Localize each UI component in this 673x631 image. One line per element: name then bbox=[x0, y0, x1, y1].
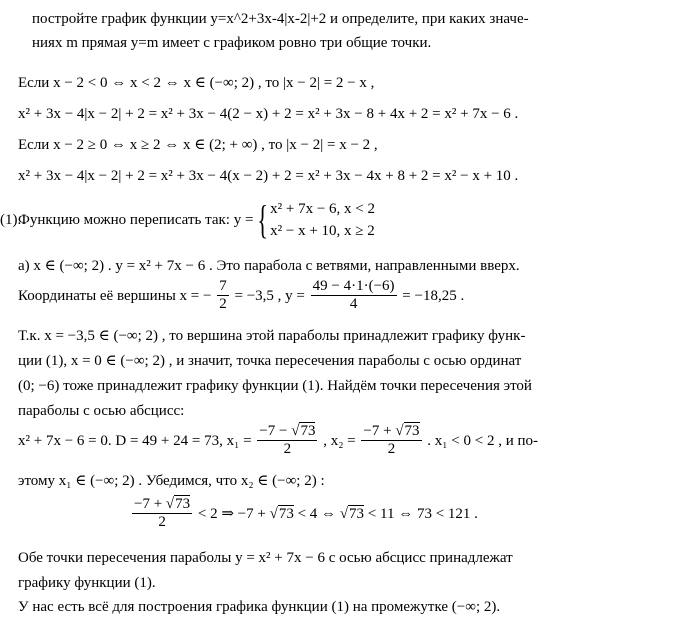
x2-denominator: 2 bbox=[387, 441, 396, 457]
roots-next-line: этому x₁ ∈ (−∞; 2) . Убедимся, что x₂ ∈ (−∞; 2) : bbox=[18, 473, 325, 489]
roots-line bbox=[18, 423, 538, 465]
check-tail-e: < 11 ⇔ 73 < 121 . bbox=[364, 505, 478, 522]
conclusion-line-3: У нас есть всё для построения графика функции (1) на промежутке (−∞; 2). bbox=[18, 599, 501, 615]
check-line bbox=[130, 496, 478, 540]
tk-line-2: ции (1), x = 0 ∈ (−∞; 2) , и значит, точка пересечения параболы с осью ординат bbox=[18, 353, 522, 369]
vertex-y-numerator: 49 − 4·1·(−6) bbox=[312, 278, 395, 294]
vertex-y-fraction bbox=[311, 278, 397, 313]
tk-line-3: (0; −6) тоже принадлежит графику функции (1). Найдём точки пересечения этой bbox=[18, 378, 532, 394]
check-numerator-text: −7 + bbox=[134, 496, 166, 512]
case1-condition: Если x − 2 < 0 ⇔ x < 2 ⇔ x ∈ (−∞; 2) , то |x − 2| = 2 − x , bbox=[18, 75, 375, 91]
vertex-tail: = −18,25 . bbox=[402, 287, 465, 304]
equation-number: (1). bbox=[0, 212, 22, 228]
x2-numerator-text: −7 + bbox=[363, 423, 396, 439]
x2-radicand: 73 bbox=[404, 423, 420, 439]
x2-fraction bbox=[361, 423, 421, 458]
vertex-x-numerator: 7 bbox=[219, 278, 227, 294]
vertex-lead: Координаты её вершины x = − bbox=[18, 287, 212, 304]
check-denominator: 2 bbox=[158, 514, 166, 530]
piecewise-row-1: x² + 7x − 6, x < 2 bbox=[270, 201, 375, 217]
check-numerator: −7 + √73 bbox=[134, 496, 191, 512]
check-fraction bbox=[132, 496, 192, 531]
check-tail: < 2 ⇒ −7 + √73 < 4 ⇔ √73 < 11 ⇔ 73 < 121 . bbox=[197, 505, 478, 522]
vertex-x-fraction bbox=[217, 278, 229, 313]
part-a-line: а) x ∈ (−∞; 2) . y = x² + 7x − 6 . Это парабола с ветвями, направленными вверх. bbox=[18, 258, 520, 274]
tk-line-1: Т.к. x = −3,5 ∈ (−∞; 2) , то вершина этой параболы принадлежит графику функ- bbox=[18, 328, 526, 344]
task-line-2: ниях m прямая y=m имеет с графиком ровно три общие точки. bbox=[32, 35, 432, 51]
piecewise-row-2: x² − x + 10, x ≥ 2 bbox=[270, 223, 375, 239]
roots-mid: , x₂ = bbox=[323, 432, 356, 449]
vertex-y-denominator: 4 bbox=[349, 296, 358, 312]
x1-fraction bbox=[257, 423, 317, 458]
tk-line-4: параболы с осью абсцисс: bbox=[18, 403, 185, 419]
check-tail-radicand-2: 73 bbox=[349, 505, 365, 522]
roots-tail: . x₁ < 0 < 2 , и по- bbox=[427, 432, 538, 449]
check-tail-a: < 2 ⇒ −7 + bbox=[197, 505, 270, 522]
conclusion-line-1: Обе точки пересечения параболы y = x² + 7x − 6 с осью абсцисс принадлежат bbox=[18, 550, 513, 566]
task-line-1: постройте график функции y=x^2+3x-4|x-2|+2 и определите, при каких значе- bbox=[32, 11, 529, 27]
case2-condition: Если x − 2 ≥ 0 ⇔ x ≥ 2 ⇔ x ∈ (2; + ∞) , то |x − 2| = x − 2 , bbox=[18, 137, 378, 153]
check-radicand: 73 bbox=[175, 496, 191, 512]
vertex-line bbox=[18, 278, 464, 318]
roots-lead: x² + 7x − 6 = 0. D = 49 + 24 = 73, x₁ = bbox=[18, 432, 252, 449]
x2-numerator: −7 + √73 bbox=[363, 423, 420, 439]
vertex-mid: = −3,5 , y = bbox=[234, 287, 305, 304]
check-tail-c: < 4 ⇔ bbox=[293, 505, 340, 522]
x1-radicand: 73 bbox=[300, 423, 316, 439]
piecewise-lead: Функцию можно переписать так: y = bbox=[18, 212, 254, 228]
x1-denominator: 2 bbox=[283, 441, 292, 457]
conclusion-line-2: графику функции (1). bbox=[18, 575, 156, 591]
x1-numerator: −7 − √73 bbox=[259, 423, 316, 439]
piecewise-brace: { bbox=[257, 197, 269, 242]
check-tail-radicand-1: 73 bbox=[278, 505, 294, 522]
case2-expression: x² + 3x − 4|x − 2| + 2 = x² + 3x − 4(x − 2) + 2 = x² + 3x − 4x + 8 + 2 = x² − x + 10 . bbox=[18, 168, 519, 184]
x1-numerator-text: −7 − bbox=[259, 423, 292, 439]
case1-expression: x² + 3x − 4|x − 2| + 2 = x² + 3x − 4(2 − x) + 2 = x² + 3x − 8 + 4x + 2 = x² + 7x − 6 . bbox=[18, 106, 519, 122]
vertex-x-denominator: 2 bbox=[219, 296, 227, 312]
